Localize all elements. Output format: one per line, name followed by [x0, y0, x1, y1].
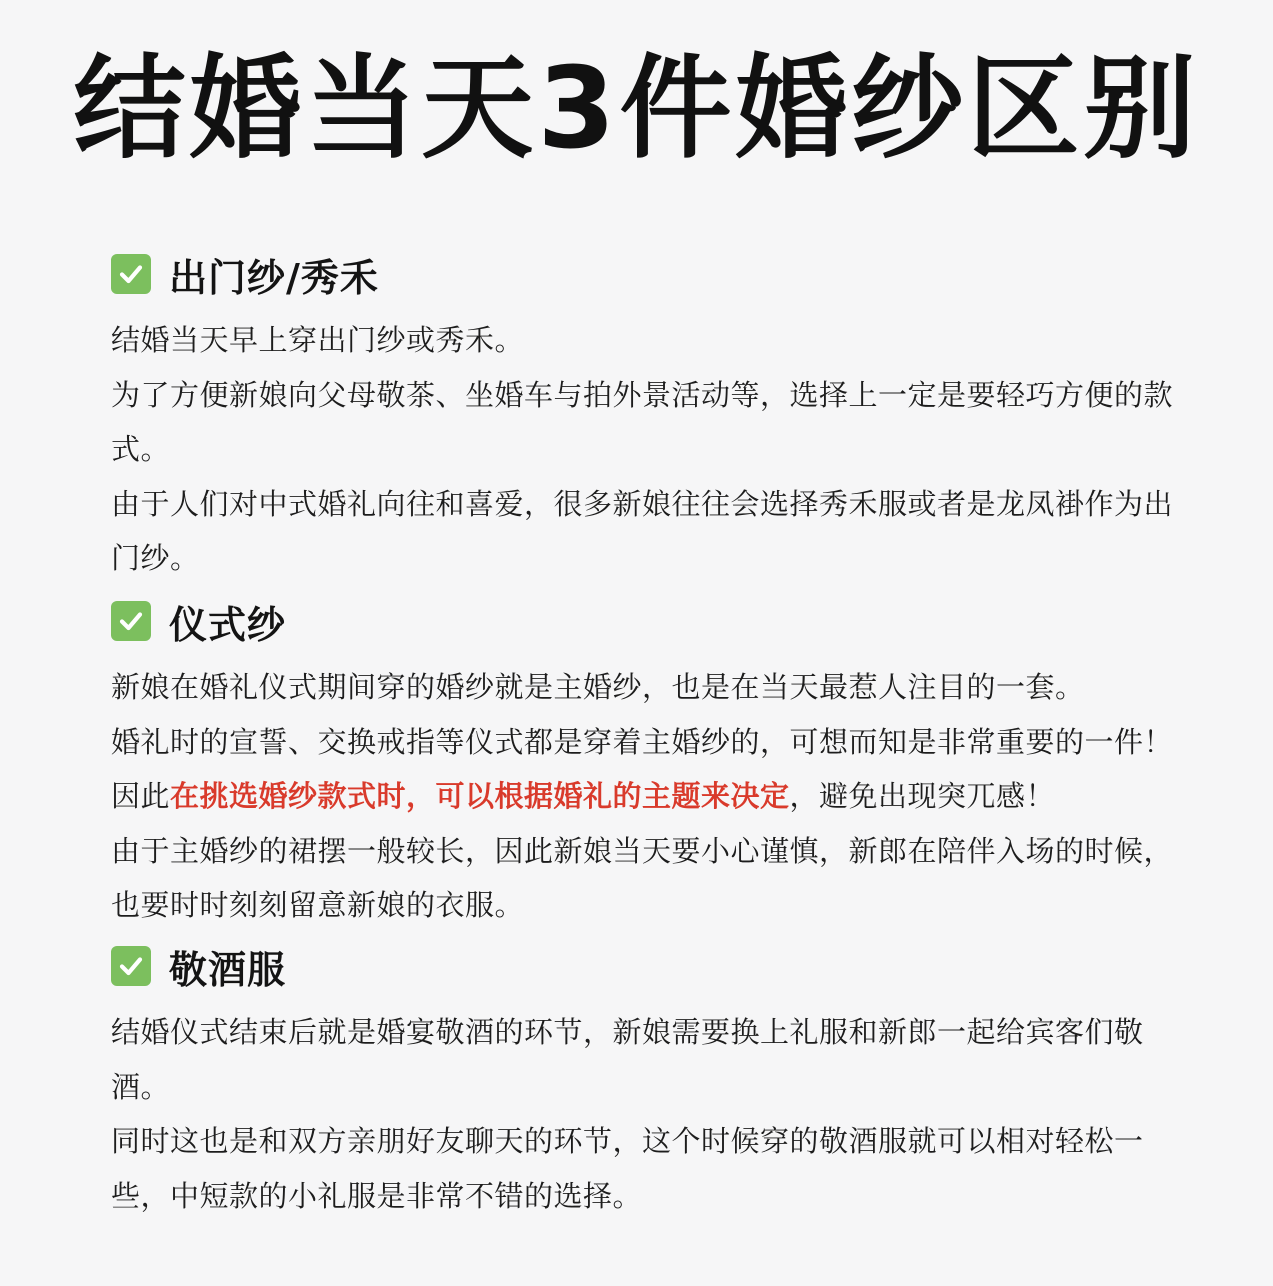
section-title: 仪式纱: [169, 602, 287, 647]
section-title: 敬酒服: [169, 947, 287, 992]
check-mark-icon: [111, 254, 151, 294]
section-outfit-departure: [111, 249, 1191, 586]
section-title: 出门纱/秀禾: [169, 255, 379, 300]
paragraph-with-highlight: [111, 715, 1191, 824]
section-header: [111, 249, 1191, 299]
check-mark-icon: [111, 601, 151, 641]
page-title: 结婚当天3件婚纱区别: [73, 44, 1200, 174]
section-outfit-toast: [111, 941, 1191, 1223]
text-run: 婚礼时的宣誓、交换戒指等仪式都是穿着主婚纱的，可想而知是非常重要的一件！因此: [111, 724, 1174, 813]
section-body: [111, 1005, 1191, 1223]
check-mark-icon: [111, 946, 151, 986]
highlighted-text: 在挑选婚纱款式时，可以根据婚礼的主题来决定: [170, 779, 790, 813]
paragraph: 结婚当天早上穿出门纱或秀禾。: [111, 323, 525, 357]
section-outfit-ceremony: [111, 596, 1191, 933]
text-run: ，避免出现突兀感！: [789, 779, 1056, 813]
section-header: [111, 596, 1191, 646]
section-body: [111, 313, 1191, 586]
paragraph: 同时这也是和双方亲朋好友聊天的环节，这个时候穿的敬酒服就可以相对轻松一些，中短款的小礼服是非常不错的选择。: [111, 1124, 1144, 1213]
paragraph: 为了方便新娘向父母敬茶、坐婚车与拍外景活动等，选择上一定是要轻巧方便的款式。: [111, 377, 1174, 466]
paragraph: 新娘在婚礼仪式期间穿的婚纱就是主婚纱，也是在当天最惹人注目的一套。: [111, 670, 1085, 704]
paragraph: 由于主婚纱的裙摆一般较长，因此新娘当天要小心谨慎，新郎在陪伴入场的时候，也要时时刻刻留意新娘的衣服。: [111, 833, 1174, 922]
paragraph: 由于人们对中式婚礼向往和喜爱，很多新娘往往会选择秀禾服或者是龙凤褂作为出门纱。: [111, 486, 1174, 575]
paragraph: 结婚仪式结束后就是婚宴敬酒的环节，新娘需要换上礼服和新郎一起给宾客们敬酒。: [111, 1015, 1144, 1104]
section-header: [111, 941, 1191, 991]
section-body: [111, 660, 1191, 933]
